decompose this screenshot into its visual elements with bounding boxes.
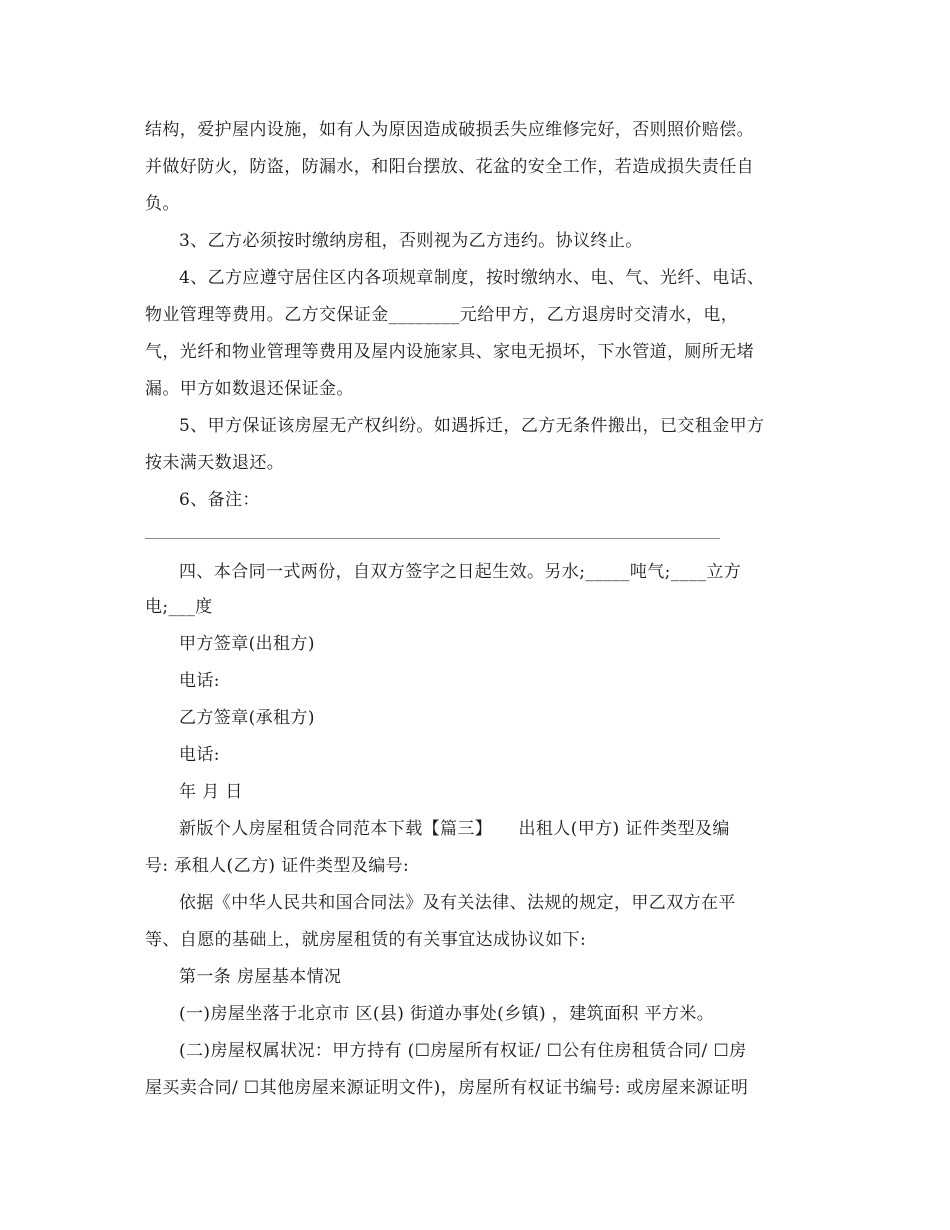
text-line: 并做好防火，防盗，防漏水，和阳台摆放、花盆的安全工作，若造成损失责任自 bbox=[145, 157, 754, 177]
clause-4: 4、乙方应遵守居住区内各项规章制度，按时缴纳水、电、气、光纤、电话、 bbox=[179, 268, 765, 288]
section-4: 四、本合同一式两份，自双方签字之日起生效。另水;_____吨气;____立方 bbox=[179, 562, 742, 582]
article-1-item-2: (二)房屋权属状况：甲方持有 (☐房屋所有权证/ ☐公有住房租赁合同/ ☐房 bbox=[179, 1041, 747, 1061]
party-b-phone: 电话: bbox=[179, 745, 220, 765]
article-1-item-1: (一)房屋坐落于北京市 区(县) 街道办事处(乡镇) ，建筑面积 平方米。 bbox=[179, 1004, 715, 1024]
party-a-phone: 电话: bbox=[179, 671, 220, 691]
party-b-signature: 乙方签章(承租方) bbox=[179, 708, 315, 728]
text-line: 负。 bbox=[145, 194, 180, 214]
text-line: 号: 承租人(乙方) 证件类型及编号: bbox=[145, 856, 410, 876]
clause-3: 3、乙方必须按时缴纳房租，否则视为乙方违约。协议终止。 bbox=[179, 231, 643, 251]
text-line: 气，光纤和物业管理等费用及屋内设施家具、家电无损坏，下水管道，厕所无堵 bbox=[145, 342, 754, 362]
text-line: 按未满天数退还。 bbox=[145, 453, 285, 473]
clause-5: 5、甲方保证该房屋无产权纠纷。如遇拆迁，乙方无条件搬出，已交租金甲方 bbox=[179, 416, 765, 436]
text-line: 屋买卖合同/ ☐其他房屋来源证明文件)，房屋所有权证书编号: 或房屋来源证明 bbox=[145, 1078, 749, 1098]
article-1-heading: 第一条 房屋基本情况 bbox=[179, 967, 342, 987]
notes-underline bbox=[145, 538, 720, 539]
text-line: 漏。甲方如数退还保证金。 bbox=[145, 379, 354, 399]
text-line: 电;___度 bbox=[145, 597, 213, 617]
text-line: 结构，爱护屋内设施，如有人为原因造成破损丢失应维修完好，否则照价赔偿。 bbox=[145, 120, 754, 140]
section-title-part3: 新版个人房屋租赁合同范本下载【篇三】 出租人(甲方) 证件类型及编 bbox=[179, 819, 730, 839]
text-line: 物业管理等费用。乙方交保证金________元给甲方，乙方退房时交清水，电， bbox=[145, 305, 739, 325]
preamble: 依据《中华人民共和国合同法》及有关法律、法规的规定，甲乙双方在平 bbox=[179, 893, 736, 913]
party-a-signature: 甲方签章(出租方) bbox=[179, 634, 315, 654]
clause-6-notes: 6、备注： bbox=[179, 490, 260, 510]
date-line: 年 月 日 bbox=[179, 782, 243, 802]
text-line: 等、自愿的基础上，就房屋租赁的有关事宜达成协议如下: bbox=[145, 930, 587, 950]
